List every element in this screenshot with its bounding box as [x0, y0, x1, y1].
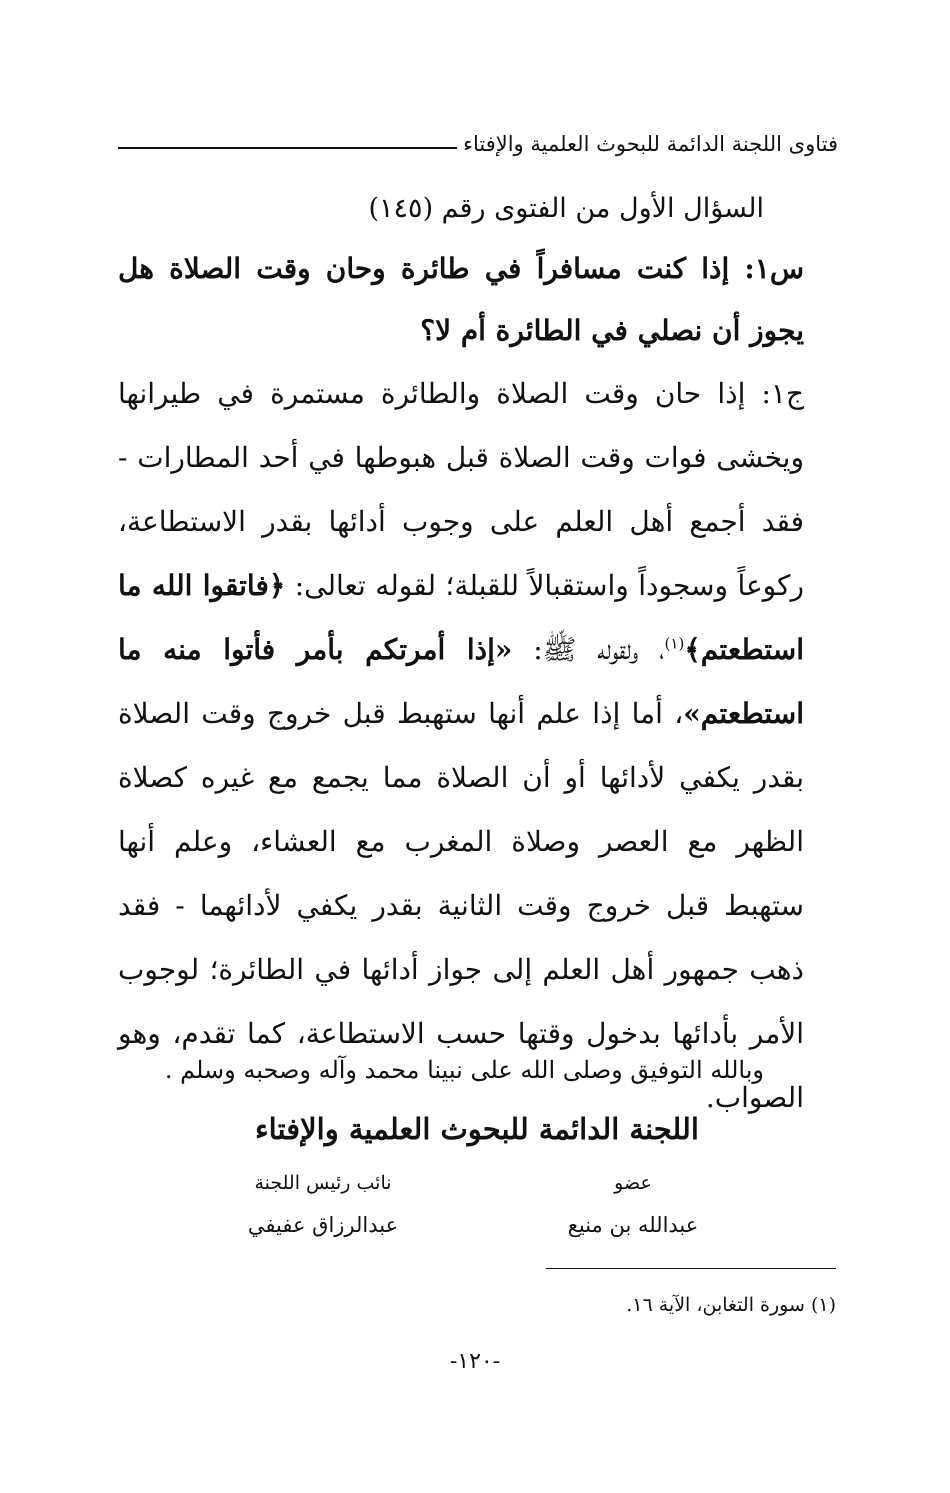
header-title: فتاوى اللجنة الدائمة للبحوث العلمية والإفتاء — [463, 132, 838, 156]
answer-text-2: ، ولقوله ﷺ: — [533, 633, 665, 666]
signatory-name: عبدالرزاق عفيفي — [247, 1213, 399, 1237]
fatwa-question: س١: إذا كنت مسافراً في طائرة وحان وقت الصلاة هل يجوز أن نصلي في الطائرة أم لا؟ — [118, 252, 804, 347]
closing-prayer: وبالله التوفيق وصلى الله على نبينا محمد وآله وصحبه وسلم . — [164, 1056, 764, 1084]
quran-verse: ﴿فاتقوا الله ما استطعتم﴾ — [118, 569, 804, 666]
header-rule — [118, 147, 457, 149]
hadith-quote: «إذا أمرتكم بأمر فأتوا منه ما استطعتم» — [118, 633, 805, 730]
footnote-reference: (١) — [664, 634, 685, 653]
page-number: -١٢٠- — [449, 1349, 501, 1374]
running-header — [118, 116, 838, 156]
footnote: (١) سورة التغابن، الآية ١٦. — [626, 1294, 836, 1316]
signatory-member — [528, 1166, 738, 1256]
signatory-role: نائب رئيس اللجنة — [254, 1172, 392, 1194]
signatory-role: عضو — [614, 1172, 652, 1194]
signatures — [218, 1166, 738, 1256]
signatory-name: عبدالله بن منيع — [567, 1213, 699, 1237]
answer-text-3: ، أما إذا علم أنها ستهبط قبل خروج وقت الصلاة بقدر يكفي لأدائها أو أن الصلاة مما يجمع مع غيره كصلاة الظهر مع العصر وصلاة المغرب مع العشاء، وعلم أنها ستهبط قبل خروج وقت الثانية بقدر يكفي لأدائهما - فقد ذهب جمهور أهل العلم إلى جواز أدائها في الطائرة؛ لوجوب الأمر بأدائها بدخول وقتها حسب الاستطاعة، كما تقدم، وهو الصواب. — [118, 697, 804, 1114]
footnote-separator — [546, 1268, 836, 1269]
committee-name: اللجنة الدائمة للبحوث العلمية والإفتاء — [255, 1112, 699, 1146]
fatwa-heading: السؤال الأول من الفتوى رقم (١٤٥) — [368, 193, 764, 224]
answer-text-1: ج١: إذا حان وقت الصلاة والطائرة مستمرة في طيرانها ويخشى فوات وقت الصلاة قبل هبوطها في أحد المطارات - فقد أجمع أهل العلم على وجوب أدائها بقدر الاستطاعة، ركوعاً وسجوداً واستقبالاً للقبلة؛ لقوله تعالى: — [118, 377, 805, 602]
signatory-deputy-chair — [218, 1166, 428, 1256]
fatwa-answer — [118, 362, 836, 1130]
fatwa-body — [118, 180, 836, 1130]
